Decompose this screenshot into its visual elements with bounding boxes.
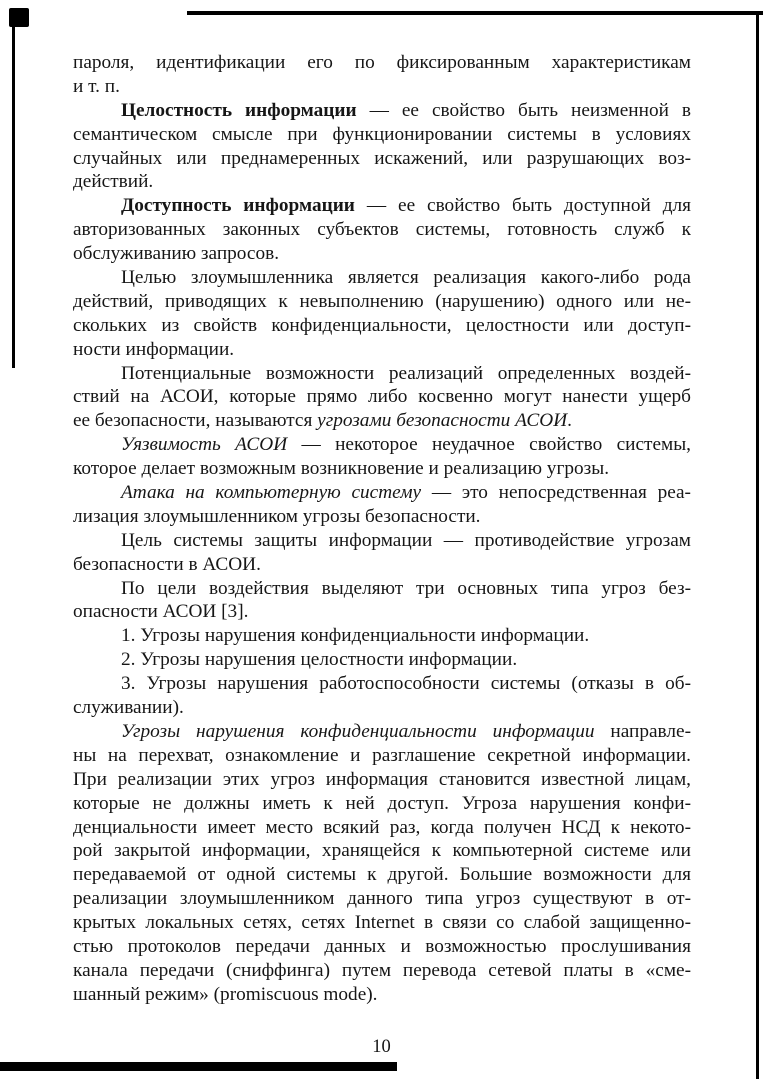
text-run: авторизованных законных субъектов системы, готовность служб к [73, 219, 691, 241]
text-run: При реализации этих угроз информация становится известной лицам, [73, 768, 691, 790]
italic-term: Уязвимость АСОИ [121, 434, 288, 456]
text-run: лизация злоумышленником угрозы безопасности. [73, 505, 481, 527]
text-run: — это непосредственная реа- [421, 482, 691, 504]
text-run: семантическом смысле при функционировании системы в условиях [73, 123, 691, 145]
text-run: направле- [594, 720, 691, 742]
text-line [73, 624, 691, 648]
text-line [73, 577, 691, 601]
scan-left-edge-line [12, 26, 15, 368]
text-run: — ее свойство быть доступной для [354, 195, 691, 217]
text-run: пароля, идентификации его по фиксированным характеристикам [73, 52, 691, 73]
bold-term: Целостность информации [121, 99, 357, 121]
text-line [73, 218, 691, 242]
text-line [73, 314, 691, 338]
text-run: опасности АСОИ [3]. [73, 601, 249, 623]
text-run: служивании). [73, 697, 184, 719]
text-run: ности информации. [73, 338, 235, 360]
text-line [73, 242, 691, 266]
bold-term: Доступность информации [121, 195, 355, 217]
text-line [73, 959, 691, 983]
text-line [73, 792, 691, 816]
text-run: Цель системы защиты информации — противодействие угрозам [121, 529, 691, 551]
text-run: 1. Угрозы нарушения конфиденциальности информации. [121, 625, 590, 647]
text-line [73, 696, 691, 720]
text-line [73, 457, 691, 481]
text-line [73, 816, 691, 840]
text-run: которое делает возможным возникновение и реализацию угрозы. [73, 458, 610, 480]
text-run: По цели воздействия выделяют три основных типа угроз без- [121, 577, 691, 599]
text-run: Целью злоумышленника является реализация какого-либо рода [121, 267, 691, 289]
text-run: 2. Угрозы нарушения целостности информации. [121, 649, 518, 671]
text-run: которые не должны иметь к ней доступ. Угроза нарушения конфи- [73, 792, 691, 814]
text-run: ствий на АСОИ, которые прямо либо косвенно могут нанести ущерб [73, 386, 691, 408]
text-line [73, 362, 691, 386]
text-line [73, 338, 691, 362]
text-line [73, 983, 691, 1007]
text-run: скольких из свойств конфиденциальности, целостности или доступ- [73, 314, 691, 336]
text-line [73, 170, 691, 194]
text-line [73, 887, 691, 911]
text-line [73, 863, 691, 887]
text-line [73, 409, 691, 433]
text-run: и т. п. [73, 75, 120, 97]
text-line [73, 433, 691, 457]
text-line [73, 911, 691, 935]
text-run: безопасности в АСОИ. [73, 553, 261, 575]
text-run: шанный режим» (promiscuous mode). [73, 983, 378, 1005]
text-line [73, 839, 691, 863]
text-line [73, 266, 691, 290]
text-line [73, 123, 691, 147]
text-run: действий, приводящих к невыполнению (нарушению) одного или не- [73, 290, 691, 312]
text-run: стью протоколов передачи данных и возможностью прослушивания [73, 935, 691, 957]
text-run: канала передачи (сниффинга) путем перевода сетевой платы в «сме- [73, 959, 691, 981]
text-run: передаваемой от одной системы к другой. Большие возможности для [73, 864, 691, 886]
text-line [73, 194, 691, 218]
text-line [73, 481, 691, 505]
text-run: — некоторое неудачное свойство системы, [287, 434, 691, 456]
scan-right-edge-line [756, 13, 759, 1079]
text-run: крытых локальных сетях, сетях Internet в связи со слабой защищенно- [73, 912, 691, 934]
text-line [73, 935, 691, 959]
text-run: Потенциальные возможности реализаций определенных воздей- [121, 362, 691, 384]
text-run: ее безопасности, называются [73, 410, 318, 432]
text-run: рой закрытой информации, хранящейся к компьютерной системе или [73, 840, 691, 862]
scan-corner-square [9, 8, 29, 27]
italic-term: Угрозы нарушения конфиденциальности информации [121, 720, 595, 742]
scan-top-edge-line [187, 11, 763, 15]
text-line [73, 75, 691, 99]
text-line [73, 385, 691, 409]
page-number: 10 [372, 1037, 391, 1057]
text-line [73, 99, 691, 123]
text-line [73, 529, 691, 553]
text-line [73, 51, 691, 75]
text-run: денциальности имеет место всякий раз, когда получен НСД к некото- [73, 816, 691, 838]
text-run: обслуживанию запросов. [73, 243, 280, 265]
text-line [73, 553, 691, 577]
text-line [73, 768, 691, 792]
text-run: — ее свойство быть неизменной в [356, 99, 691, 121]
scan-bottom-bar [0, 1062, 397, 1071]
text-line [73, 600, 691, 624]
text-run: ны на перехват, ознакомление и разглашение секретной информации. [73, 744, 691, 766]
text-line [73, 672, 691, 696]
text-line [73, 648, 691, 672]
text-column [73, 51, 691, 1007]
text-line [73, 147, 691, 171]
italic-term: угрозами безопасности АСОИ [317, 410, 568, 432]
italic-term: Атака на компьютерную систему [121, 482, 422, 504]
text-line [73, 290, 691, 314]
text-line [73, 505, 691, 529]
text-run: 3. Угрозы нарушения работоспособности системы (отказы в об- [121, 673, 691, 695]
text-line [73, 744, 691, 768]
text-run: случайных или преднамеренных искажений, или разрушающих воз- [73, 147, 691, 169]
text-run: . [567, 410, 572, 432]
text-run: действий. [73, 171, 154, 193]
text-run: реализации злоумышленником данного типа угроз существуют в от- [73, 888, 691, 910]
text-line [73, 720, 691, 744]
